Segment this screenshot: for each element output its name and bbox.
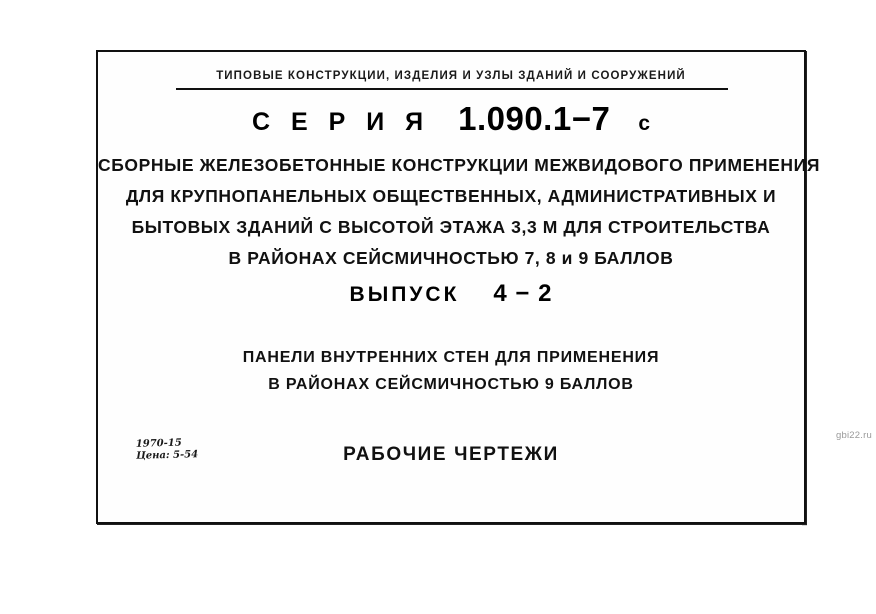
working-drawings-caption: РАБОЧИЕ ЧЕРТЕЖИ — [343, 444, 559, 465]
stamp-price: Цена: 5-54 — [136, 449, 199, 462]
title-block-frame — [96, 50, 821, 524]
stamp-year: 1970-15 — [135, 437, 182, 450]
issue-number: 4 − 2 — [493, 280, 553, 307]
price-stamp — [136, 437, 199, 463]
series-line — [98, 100, 804, 138]
document-category-text: ТИПОВЫЕ КОНСТРУКЦИИ, ИЗДЕЛИЯ И УЗЛЫ ЗДАНИЙ И СООРУЖЕНИЙ — [216, 70, 686, 82]
description-line-4: В РАЙОНАХ СЕЙСМИЧНОСТЬЮ 7, 8 и 9 БАЛЛОВ — [228, 248, 674, 268]
description-block — [98, 150, 821, 274]
header-divider-rule — [176, 88, 728, 90]
issue-label: ВЫПУСК — [349, 283, 460, 306]
watermark: gbi22.ru — [836, 430, 872, 441]
description-line-2: ДЛЯ КРУПНОПАНЕЛЬНЫХ ОБЩЕСТВЕННЫХ, АДМИНИСТРАТИВНЫХ И — [125, 186, 777, 206]
subtitle-line-2: В РАЙОНАХ СЕЙСМИЧНОСТЬЮ 9 БАЛЛОВ — [268, 376, 634, 393]
description-line-1: СБОРНЫЕ ЖЕЛЕЗОБЕТОННЫЕ КОНСТРУКЦИИ МЕЖВИДОВОГО ПРИМЕНЕНИЯ — [98, 155, 821, 175]
subtitle-block — [98, 344, 804, 398]
subtitle-line-1: ПАНЕЛИ ВНУТРЕННИХ СТЕН ДЛЯ ПРИМЕНЕНИЯ — [242, 349, 660, 366]
description-line-3: БЫТОВЫХ ЗДАНИЙ С ВЫСОТОЙ ЭТАЖА 3,3 М ДЛЯ СТРОИТЕЛЬСТВА — [131, 217, 771, 237]
document-category-header — [98, 66, 804, 84]
series-code-suffix: с — [638, 112, 651, 135]
series-code: 1.090.1−7 — [458, 100, 611, 137]
series-label: С Е Р И Я — [251, 108, 431, 136]
issue-line — [98, 280, 804, 308]
